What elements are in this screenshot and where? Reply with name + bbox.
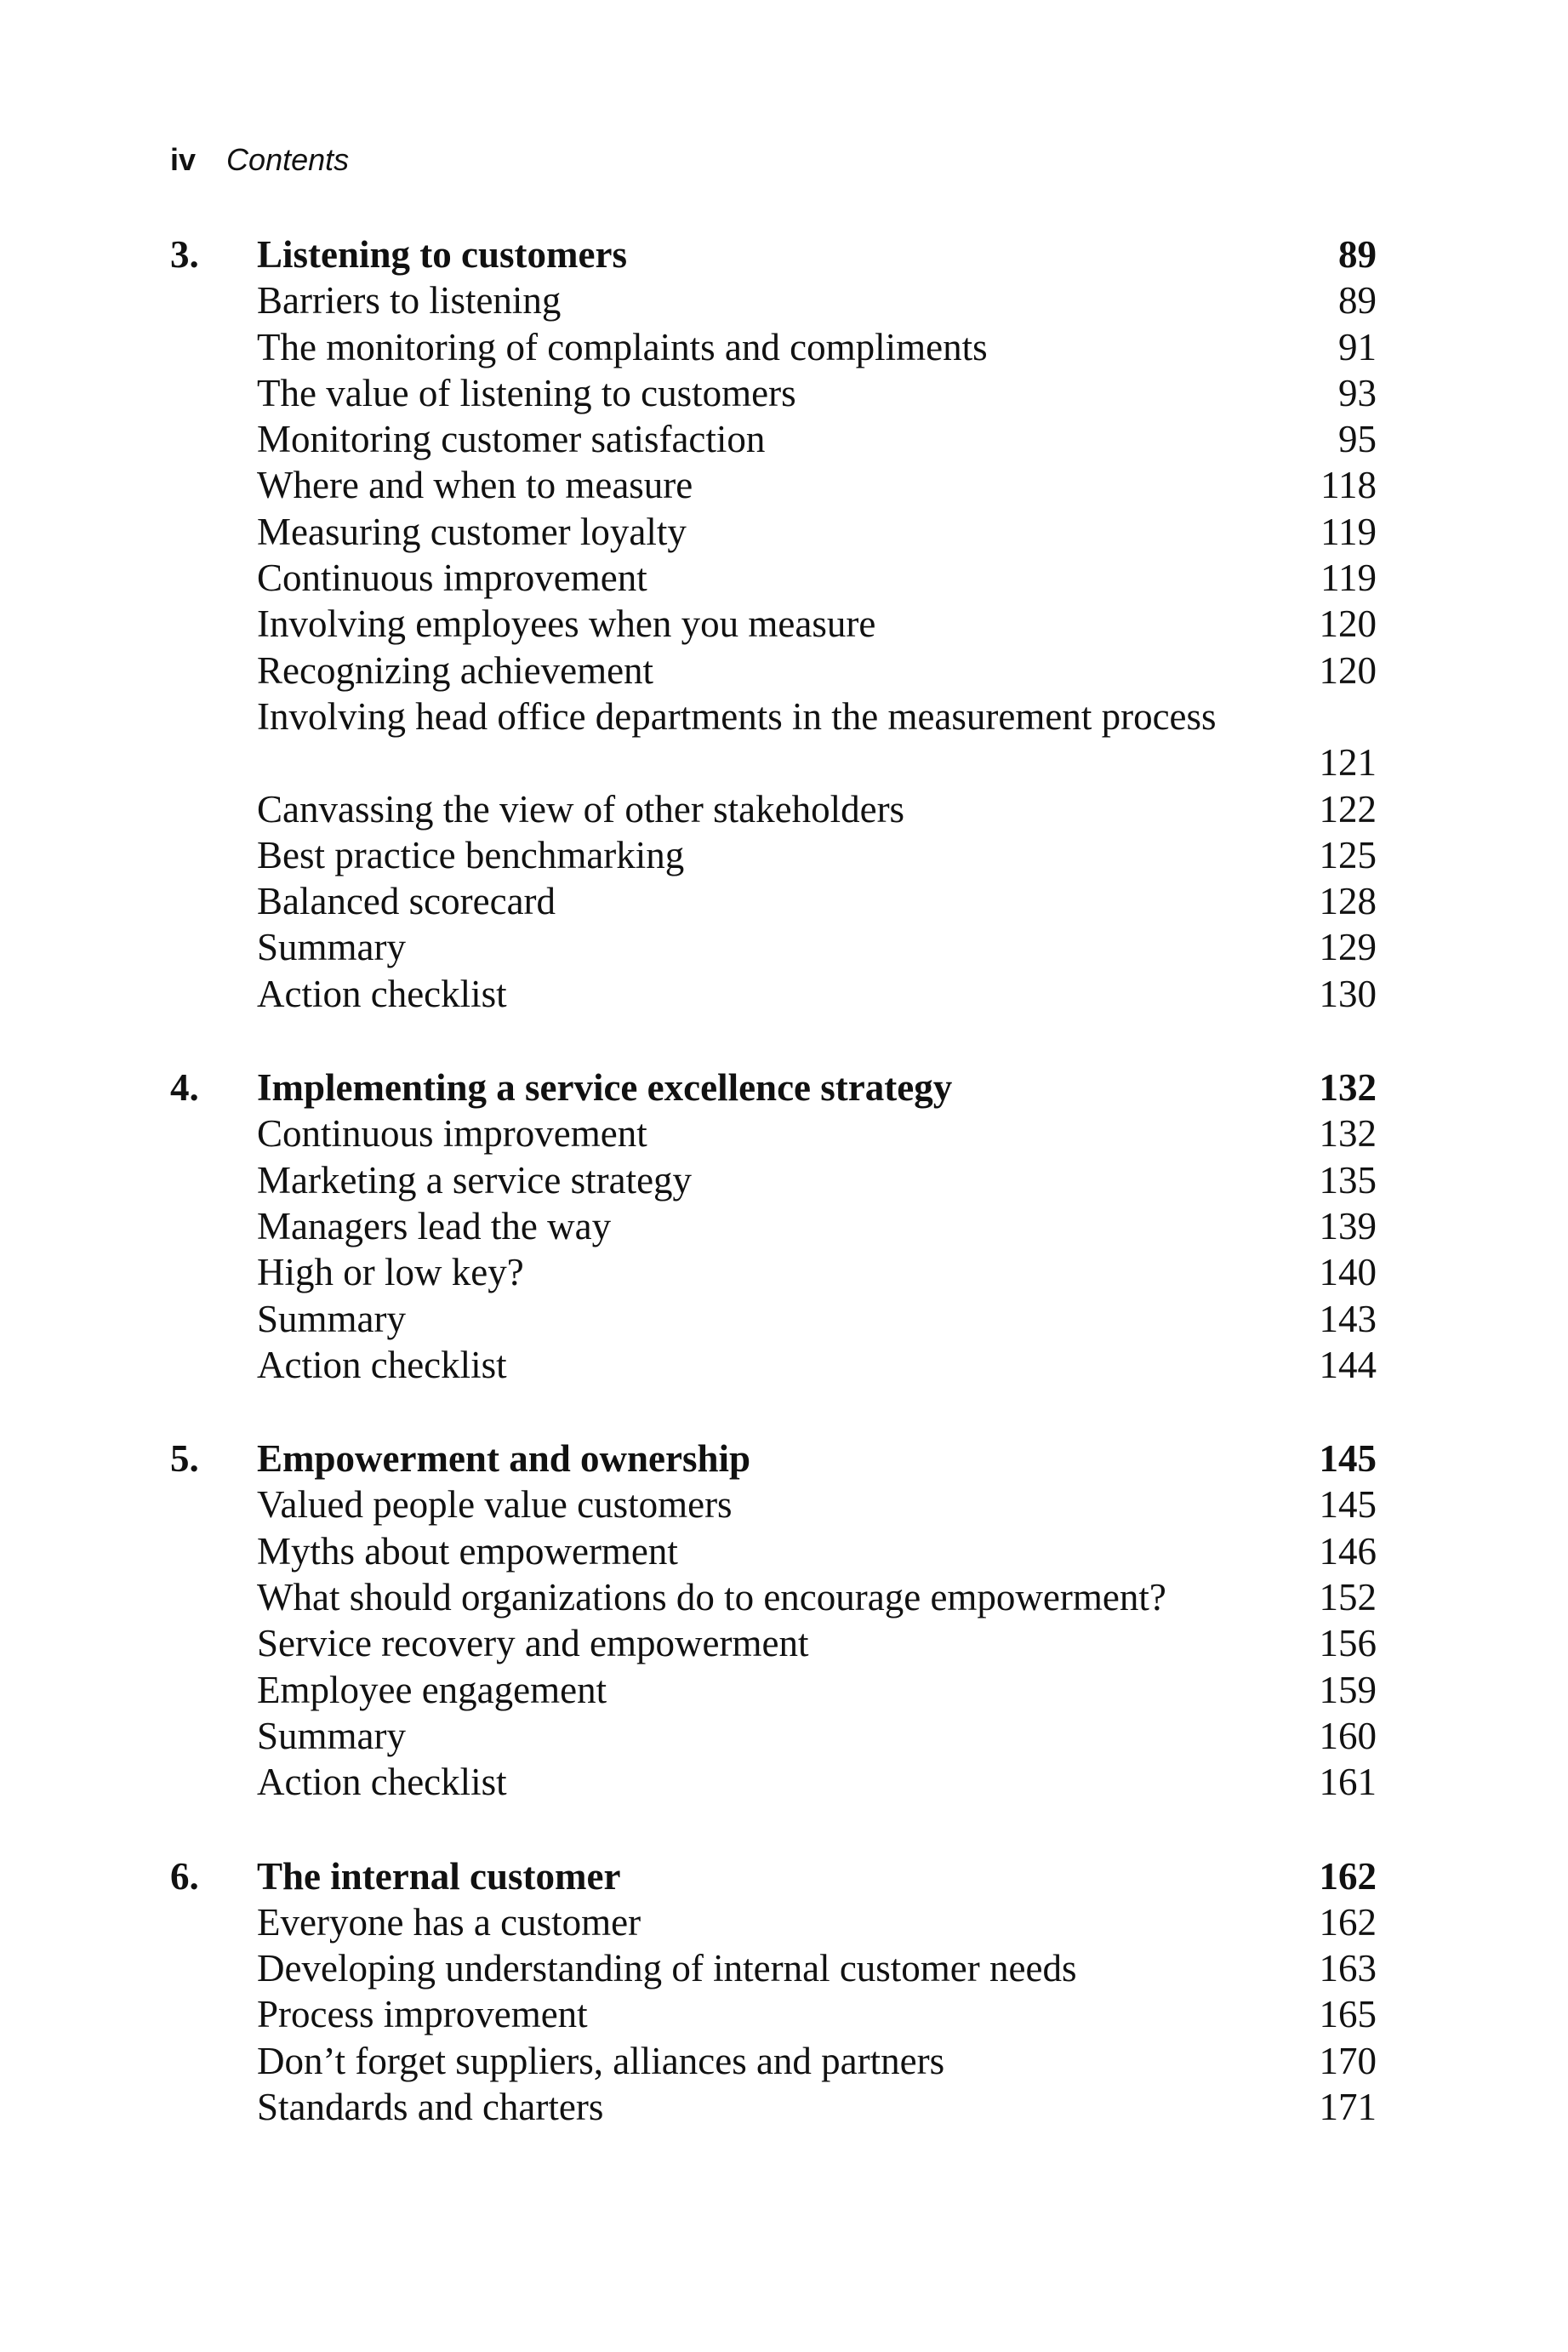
toc-entry-page-number: 171: [1319, 2085, 1377, 2128]
chapter-heading: [170, 231, 1377, 277]
toc-entry-title: High or low key?: [257, 1251, 524, 1294]
running-head-title: Contents: [226, 142, 350, 177]
chapter-number: 6.: [170, 1854, 199, 1898]
toc-entry: [170, 601, 1377, 647]
toc-entry: [170, 509, 1377, 555]
toc-entry-page-number: 160: [1319, 1714, 1377, 1757]
toc-entry: [170, 924, 1377, 970]
toc-entry-title: The value of listening to customers: [257, 371, 796, 414]
chapter-number: 3.: [170, 233, 199, 276]
toc-entry-page-number: 156: [1319, 1622, 1377, 1665]
chapter-4: [170, 1065, 1377, 1388]
toc-entry-title: Barriers to listening: [257, 279, 562, 323]
toc-entry-title: Standards and charters: [257, 2085, 604, 2128]
chapter-number: 4.: [170, 1066, 199, 1110]
chapter-heading: [170, 1065, 1377, 1110]
toc-entry: [170, 324, 1377, 370]
table-of-contents: [170, 231, 1377, 2178]
toc-entry-page-number: 139: [1319, 1204, 1377, 1247]
toc-entry-title: Developing understanding of internal customer needs: [257, 1947, 1077, 1990]
chapter-heading: [170, 1436, 1377, 1481]
toc-entry-page-number: 129: [1319, 926, 1377, 969]
toc-entry-page-number: 120: [1319, 648, 1377, 692]
toc-entry-page-number: 140: [1319, 1251, 1377, 1294]
toc-entry-page-number: 121: [1319, 741, 1377, 785]
running-head: [170, 142, 350, 177]
toc-entry-title: Canvassing the view of other stakeholders: [257, 787, 905, 831]
toc-entry-page-number: 120: [1319, 602, 1377, 646]
toc-entry-page-number: 146: [1319, 1529, 1377, 1573]
toc-entry-page-number: 161: [1319, 1761, 1377, 1804]
toc-entry-title: Action checklist: [257, 1343, 507, 1386]
toc-entry-page-number: 163: [1319, 1947, 1377, 1990]
toc-entry-title: Myths about empowerment: [257, 1529, 678, 1573]
toc-entry-page-number: 122: [1319, 787, 1377, 831]
toc-entry-title: Action checklist: [257, 972, 507, 1015]
toc-entry: [170, 971, 1377, 1017]
toc-entry: [170, 832, 1377, 878]
toc-entry-title: Marketing a service strategy: [257, 1158, 693, 1202]
toc-entry: [170, 1481, 1377, 1527]
toc-entry-title: Involving head office departments in the measurement process: [257, 694, 1217, 738]
toc-entry-title: Summary: [257, 1297, 406, 1340]
toc-entry: [170, 878, 1377, 924]
toc-entry: [170, 1203, 1377, 1249]
toc-entry-page-number: 144: [1319, 1343, 1377, 1386]
toc-entry-page-number: 130: [1319, 972, 1377, 1015]
toc-entry-title: Don’t forget suppliers, alliances and partners: [257, 2039, 945, 2082]
toc-entry-title: Process improvement: [257, 1993, 588, 2036]
toc-entry: [170, 1157, 1377, 1203]
toc-entry-page-number: 119: [1320, 557, 1377, 600]
toc-entry-title: Service recovery and empowerment: [257, 1622, 809, 1665]
chapter-title: The internal customer: [257, 1854, 621, 1898]
toc-entry-title: Action checklist: [257, 1761, 507, 1804]
toc-entry-title: Best practice benchmarking: [257, 833, 685, 876]
toc-entry: [170, 1759, 1377, 1805]
toc-entry-title: Managers lead the way: [257, 1204, 612, 1247]
chapter-3: [170, 231, 1377, 1017]
toc-entry-title: Monitoring customer satisfaction: [257, 418, 766, 461]
chapter-page-number: 132: [1319, 1066, 1377, 1110]
toc-entry: [170, 1528, 1377, 1574]
toc-entry: [170, 1574, 1377, 1620]
toc-entry-page-number: 152: [1319, 1576, 1377, 1619]
toc-entry-title: Summary: [257, 1714, 406, 1757]
toc-entry-title: Continuous improvement: [257, 557, 647, 600]
toc-entry-page-number: 89: [1338, 279, 1377, 323]
toc-entry: [170, 1899, 1377, 1945]
chapter-page-number: 145: [1319, 1437, 1377, 1481]
toc-entry-page-number: 95: [1338, 418, 1377, 461]
toc-entry-title: The monitoring of complaints and compliments: [257, 325, 988, 368]
toc-entry: [170, 694, 1377, 786]
toc-entry-page-number: 165: [1319, 1993, 1377, 2036]
toc-entry-title: Continuous improvement: [257, 1112, 647, 1156]
toc-entry-page-number: 135: [1319, 1158, 1377, 1202]
chapter-heading: [170, 1853, 1377, 1899]
chapter-page-number: 89: [1338, 233, 1377, 276]
toc-entry-page-number: 93: [1338, 371, 1377, 414]
toc-entry-title: Everyone has a customer: [257, 1900, 641, 1944]
chapter-number: 5.: [170, 1437, 199, 1481]
toc-entry-page-number: 162: [1319, 1900, 1377, 1944]
toc-entry: [170, 370, 1377, 416]
toc-entry: [170, 1991, 1377, 2037]
toc-entry: [170, 416, 1377, 462]
toc-entry: [170, 1110, 1377, 1156]
toc-entry-title: Summary: [257, 926, 406, 969]
toc-entry-page-number: 119: [1320, 510, 1377, 553]
toc-entry-title: Employee engagement: [257, 1668, 607, 1711]
toc-entry: [170, 2038, 1377, 2084]
toc-entry: [170, 462, 1377, 508]
toc-entry-page-number: 128: [1319, 880, 1377, 923]
toc-entry-page-number: 145: [1319, 1483, 1377, 1527]
toc-entry-page-number: 132: [1319, 1112, 1377, 1156]
toc-entry: [170, 1945, 1377, 1991]
toc-entry: [170, 1296, 1377, 1342]
toc-entry-title: Valued people value customers: [257, 1483, 733, 1527]
chapter-page-number: 162: [1319, 1854, 1377, 1898]
toc-entry-title: What should organizations do to encourage empowerment?: [257, 1576, 1166, 1619]
toc-entry: [170, 1713, 1377, 1759]
toc-entry-page-number: 143: [1319, 1297, 1377, 1340]
page-folio: iv: [170, 142, 197, 177]
toc-entry-page-number: 125: [1319, 833, 1377, 876]
toc-entry: [170, 1667, 1377, 1713]
chapter-5: [170, 1436, 1377, 1805]
toc-entry-page-number: 118: [1320, 464, 1377, 507]
toc-entry: [170, 2084, 1377, 2130]
toc-entry: [170, 648, 1377, 694]
toc-entry-title: Measuring customer loyalty: [257, 510, 687, 553]
toc-entry-title: Involving employees when you measure: [257, 602, 876, 646]
toc-entry-title: Where and when to measure: [257, 464, 693, 507]
chapter-title: Empowerment and ownership: [257, 1437, 751, 1481]
toc-entry: [170, 786, 1377, 832]
toc-entry: [170, 1249, 1377, 1295]
toc-entry: [170, 555, 1377, 601]
toc-entry-page-number: 170: [1319, 2039, 1377, 2082]
toc-entry-title: Balanced scorecard: [257, 880, 556, 923]
toc-entry-title: Recognizing achievement: [257, 648, 654, 692]
toc-entry: [170, 1342, 1377, 1388]
chapter-title: Listening to customers: [257, 233, 627, 276]
toc-entry-page-number: 91: [1338, 325, 1377, 368]
chapter-title: Implementing a service excellence strategy: [257, 1066, 953, 1110]
toc-entry: [170, 1620, 1377, 1666]
toc-entry-page-number: 159: [1319, 1668, 1377, 1711]
chapter-6: [170, 1853, 1377, 2131]
toc-entry: [170, 277, 1377, 323]
